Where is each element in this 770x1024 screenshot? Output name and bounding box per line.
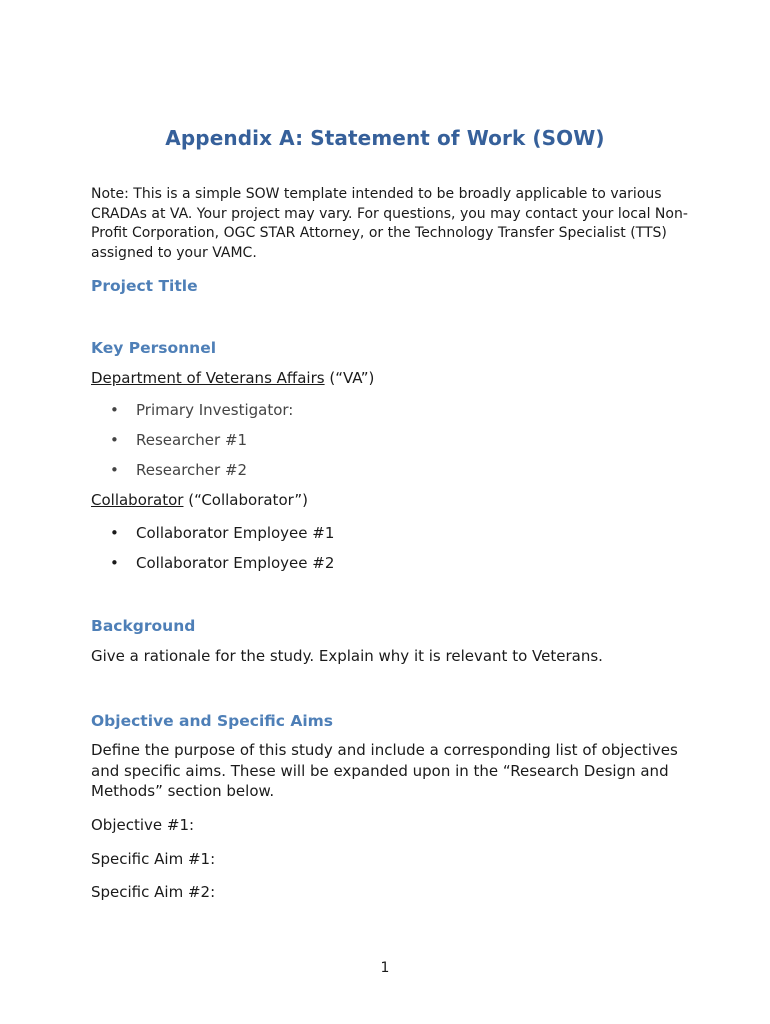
- bullet-icon: •: [110, 431, 119, 449]
- va-alias: (“VA”): [324, 369, 375, 387]
- heading-background: Background: [91, 617, 196, 635]
- list-item-label: Researcher #2: [136, 461, 248, 479]
- heading-project-title: Project Title: [91, 277, 198, 295]
- list-item-label: Collaborator Employee #2: [136, 554, 335, 572]
- page-number: 1: [380, 960, 390, 976]
- bullet-icon: •: [110, 461, 119, 479]
- bullet-icon: •: [110, 401, 119, 419]
- list-item-label: Primary Investigator:: [136, 401, 294, 419]
- specific-aim-2: Specific Aim #2:: [91, 883, 216, 901]
- va-org-name: Department of Veterans Affairs: [91, 369, 325, 387]
- bullet-icon: •: [110, 524, 119, 542]
- list-item-label: Researcher #1: [136, 431, 248, 449]
- page-title: Appendix A: Statement of Work (SOW): [165, 126, 605, 150]
- va-line: [91, 368, 691, 389]
- collaborator-org-name: Collaborator: [91, 491, 184, 509]
- objective-text: Define the purpose of this study and include a corresponding list of objectives and specific aims. These will be expanded upon in the “Research Design and Methods” section below.: [91, 741, 678, 800]
- objective-1: Objective #1:: [91, 816, 195, 834]
- heading-key-personnel: Key Personnel: [91, 339, 217, 357]
- background-text: Give a rationale for the study. Explain why it is relevant to Veterans.: [91, 647, 603, 665]
- bullet-icon: •: [110, 554, 119, 572]
- heading-objective: Objective and Specific Aims: [91, 712, 334, 730]
- specific-aim-1: Specific Aim #1:: [91, 850, 216, 868]
- template-note: Note: This is a simple SOW template intended to be broadly applicable to various CRADAs at VA. Your project may vary. For questions, you may contact your local Non-Profit Corporation, OGC STAR Attorney, or the Technology Transfer Specialist (TTS) assigned to your VAMC.: [91, 186, 688, 261]
- list-item-label: Collaborator Employee #1: [136, 524, 335, 542]
- collaborator-line: [91, 490, 691, 511]
- collaborator-alias: (“Collaborator”): [183, 491, 309, 509]
